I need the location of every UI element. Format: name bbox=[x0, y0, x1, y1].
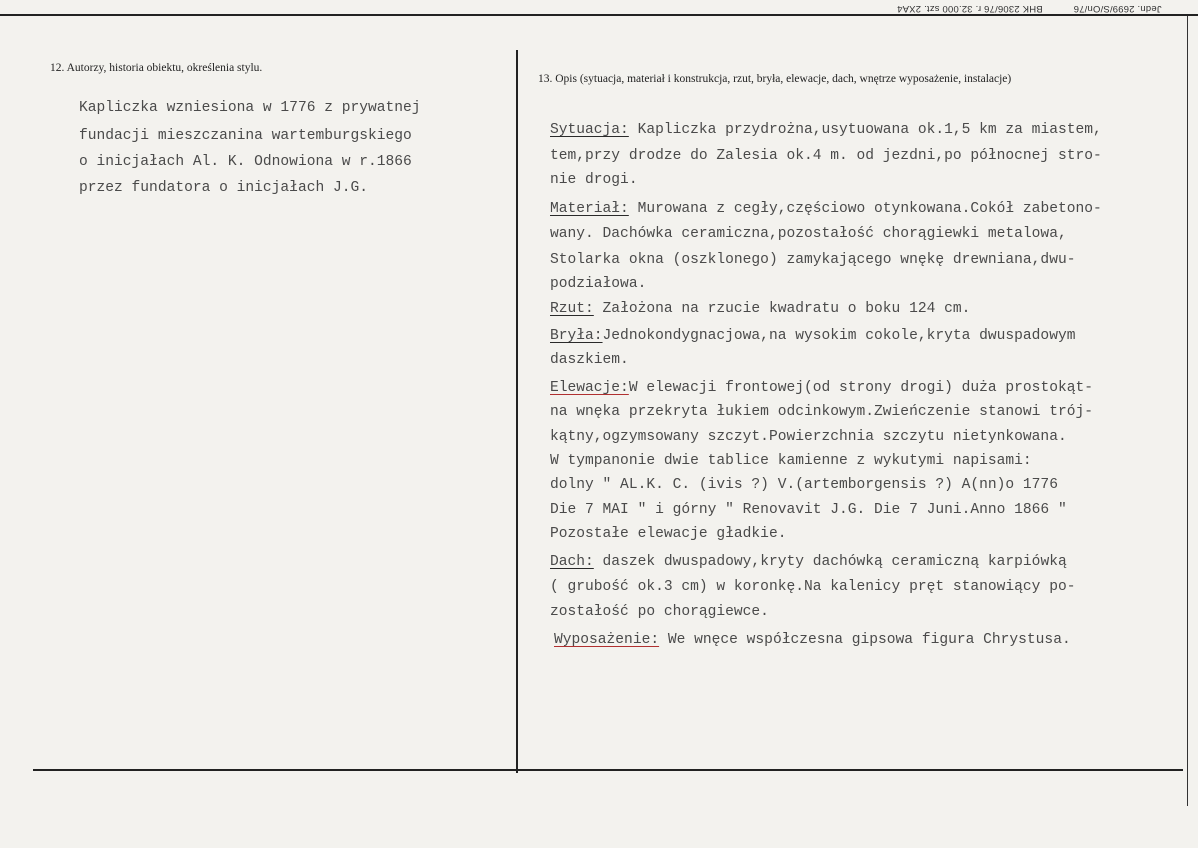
dach-text: daszek dwuspadowy,kryty dachówką ceramiczną karpiówką bbox=[593, 554, 1067, 570]
sytuacja-line: nie drogi. bbox=[550, 172, 638, 188]
elewacje-line: na wnęka przekryta łukiem odcinkowym.Zwieńczenie stanowi trój- bbox=[550, 404, 1093, 420]
bryla-text: Jednokondygnacjowa,na wysokim cokole,kryta dwuspadowym bbox=[602, 328, 1076, 344]
dach-line: ( grubość ok.3 cm) w koronkę.Na kalenicy pręt stanowiący po- bbox=[550, 579, 1076, 595]
sytuacja-text: Kapliczka przydrożna,usytuowana ok.1,5 km za miastem, bbox=[628, 122, 1102, 138]
bryla-line: daszkiem. bbox=[550, 352, 629, 368]
material-line: wany. Dachówka ceramiczna,pozostałość chorągiewki metalowa, bbox=[550, 226, 1067, 242]
elewacje-text: W elewacji frontowej(od strony drogi) duża prostokąt- bbox=[628, 380, 1093, 396]
section-12-line: fundacji mieszczanina wartemburgskiego bbox=[79, 128, 412, 144]
print-info-left: Jedn. 2699/S/On/76 bbox=[1073, 3, 1162, 14]
wyposazenie-text: We wnęce współczesna gipsowa figura Chrystusa. bbox=[659, 632, 1071, 648]
elewacje-line: W tympanonie dwie tablice kamienne z wykutymi napisami: bbox=[550, 453, 1032, 469]
wyposazenie-label: Wyposażenie: bbox=[554, 632, 660, 648]
section-12-line: przez fundatora o inicjałach J.G. bbox=[79, 180, 369, 196]
bottom-rule bbox=[33, 769, 1183, 771]
material-line: Stolarka okna (oszklonego) zamykającego wnękę drewniana,dwu- bbox=[550, 252, 1076, 268]
section-12-line: o inicjałach Al. K. Odnowiona w r.1866 bbox=[79, 154, 412, 170]
section-12-line: Kapliczka wzniesiona w 1776 z prywatnej bbox=[79, 100, 421, 116]
dach-label: Dach: bbox=[550, 554, 594, 570]
elewacje-line bbox=[550, 380, 1093, 396]
column-divider bbox=[516, 50, 518, 773]
rzut-text: Założona na rzucie kwadratu o boku 124 cm. bbox=[593, 301, 971, 317]
elewacje-line: kątny,ogzymsowany szczyt.Powierzchnia szczytu nietynkowana. bbox=[550, 429, 1067, 445]
print-info bbox=[883, 3, 1176, 14]
sytuacja-line: tem,przy drodze do Zalesia ok.4 m. od jezdni,po północnej stro- bbox=[550, 148, 1102, 164]
elewacje-line: Pozostałe elewacje gładkie. bbox=[550, 526, 787, 542]
bryla-line bbox=[550, 328, 1075, 344]
sytuacja-label: Sytuacja: bbox=[550, 122, 629, 138]
rzut-line bbox=[550, 301, 970, 317]
right-rule bbox=[1187, 16, 1188, 806]
print-info-right: BHK 2306/76 r. 32.000 szt. 2XA4 bbox=[897, 3, 1044, 14]
rzut-label: Rzut: bbox=[550, 301, 594, 317]
section-12-heading: 12. Autorzy, historia obiektu, określenia stylu. bbox=[50, 62, 263, 74]
dach-line: zostałość po chorągiewce. bbox=[550, 604, 769, 620]
wyposazenie-line bbox=[554, 632, 1071, 648]
elewacje-line: dolny " AL.K. C. (ivis ?) V.(artemborgensis ?) A(nn)o 1776 bbox=[550, 477, 1058, 493]
elewacje-line: Die 7 MAI " i górny " Renovavit J.G. Die 7 Juni.Anno 1866 " bbox=[550, 502, 1067, 518]
material-label: Materiał: bbox=[550, 201, 629, 217]
material-text: Murowana z cegły,częściowo otynkowana.Cokół zabetono- bbox=[628, 201, 1102, 217]
material-line bbox=[550, 201, 1102, 217]
material-line: podziałowa. bbox=[550, 276, 647, 292]
elewacje-label: Elewacje: bbox=[550, 380, 629, 396]
sytuacja-line bbox=[550, 122, 1102, 138]
bryla-label: Bryła: bbox=[550, 328, 603, 344]
section-13-heading: 13. Opis (sytuacja, materiał i konstrukcja, rzut, bryła, elewacje, dach, wnętrze wyposażenie, instalacje) bbox=[538, 73, 1012, 85]
dach-line bbox=[550, 554, 1067, 570]
top-rule bbox=[0, 14, 1198, 16]
